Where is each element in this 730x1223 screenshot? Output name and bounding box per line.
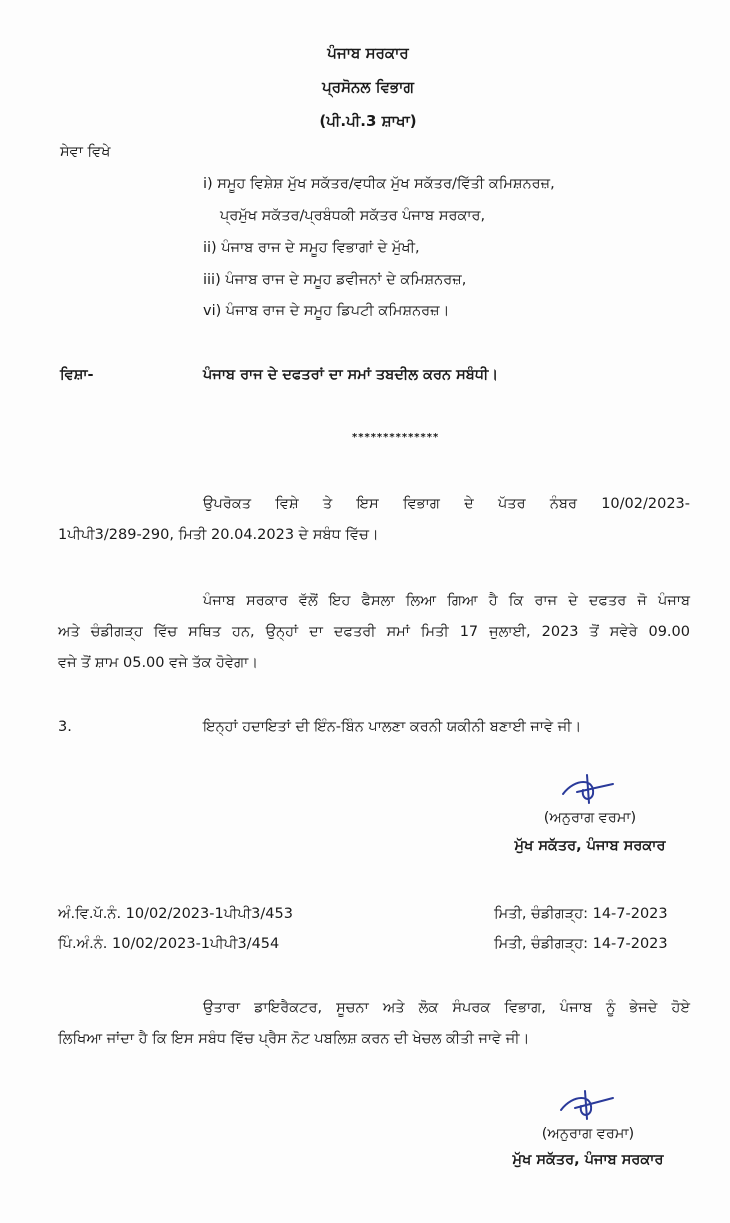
addressee-item: ਪ੍ਰਮੁੱਖ ਸਕੱਤਰ/ਪ੍ਰਬੰਧਕੀ ਸਕੱਤਰ ਪੰਜਾਬ ਸਰਕਾਰ, bbox=[220, 208, 486, 224]
signatory-title: ਮੁੱਖ ਸਕੱਤਰ, ਪੰਜਾਬ ਸਰਕਾਰ bbox=[514, 838, 666, 854]
addressee-label: ਸੇਵਾ ਵਿਖੇ bbox=[60, 144, 111, 160]
signature-icon bbox=[553, 1088, 623, 1122]
signature-icon bbox=[555, 772, 625, 806]
subject-text: ਪੰਜਾਬ ਰਾਜ ਦੇ ਦਫਤਰਾਂ ਦਾ ਸਮਾਂ ਤਬਦੀਲ ਕਰਨ ਸਬੰਧੀ। bbox=[203, 367, 499, 383]
header-government: ਪੰਜਾਬ ਸਰਕਾਰ bbox=[327, 44, 409, 62]
copy-note-line: ਉਤਾਰਾ ਡਾਇਰੈਕਟਰ, ਸੂਚਨਾ ਅਤੇ ਲੋਕ ਸੰਪਰਕ ਵਿਭਾਗ, ਪੰਜਾਬ ਨੂੰ ਭੇਜਦੇ ਹੋਏ bbox=[203, 1000, 690, 1016]
endorsement-ref: ਪਿੰ.ਅੰ.ਨੰ. 10/02/2023-1ਪੀਪੀ3/454 bbox=[58, 936, 280, 952]
header-department: ਪ੍ਰਸੋਨਲ ਵਿਭਾਗ bbox=[322, 78, 414, 96]
paragraph-3-number: 3. bbox=[58, 719, 72, 735]
paragraph-2-line: ਅਤੇ ਚੰਡੀਗੜ੍ਹ ਵਿੱਚ ਸਥਿਤ ਹਨ, ਉਨ੍ਹਾਂ ਦਾ ਦਫਤਰੀ ਸਮਾਂ ਮਿਤੀ 17 ਜੁਲਾਈ, 2023 ਤੋਂ ਸਵੇਰੇ 09.00 bbox=[58, 624, 690, 640]
paragraph-1-line: ਉਪਰੋਕਤ ਵਿਸ਼ੇ ਤੇ ਇਸ ਵਿਭਾਗ ਦੇ ਪੱਤਰ ਨੰਬਰ 10/02/2023- bbox=[203, 496, 690, 512]
separator: ************** bbox=[352, 432, 440, 443]
signature-block bbox=[480, 772, 700, 854]
addressee-item: iii) ਪੰਜਾਬ ਰਾਜ ਦੇ ਸਮੂਹ ਡਵੀਜਨਾਂ ਦੇ ਕਮਿਸ਼ਨਰਜ਼, bbox=[203, 272, 467, 288]
addressee-item: i) ਸਮੂਹ ਵਿਸ਼ੇਸ਼ ਮੁੱਖ ਸਕੱਤਰ/ਵਧੀਕ ਮੁੱਖ ਸਕੱਤਰ/ਵਿੱਤੀ ਕਮਿਸ਼ਨਰਜ਼, bbox=[203, 176, 555, 192]
signatory-name: (ਅਨੁਰਾਗ ਵਰਮਾ) bbox=[543, 810, 637, 826]
endorsement-ref: ਅੰ.ਵਿ.ਪੱ.ਨੰ. 10/02/2023-1ਪੀਪੀ3/453 bbox=[58, 906, 293, 922]
paragraph-3-text: ਇਨ੍ਹਾਂ ਹਦਾਇਤਾਂ ਦੀ ਇੰਨ-ਬਿੰਨ ਪਾਲਣਾ ਕਰਨੀ ਯਕੀਨੀ ਬਣਾਈ ਜਾਵੇ ਜੀ। bbox=[203, 719, 582, 735]
signature-block bbox=[478, 1088, 698, 1168]
endorsement-date: ਮਿਤੀ, ਚੰਡੀਗੜ੍ਹ: 14-7-2023 bbox=[494, 906, 668, 922]
addressee-item: vi) ਪੰਜਾਬ ਰਾਜ ਦੇ ਸਮੂਹ ਡਿਪਟੀ ਕਮਿਸ਼ਨਰਜ਼। bbox=[203, 303, 450, 319]
paragraph-2-line: ਪੰਜਾਬ ਸਰਕਾਰ ਵੱਲੋਂ ਇਹ ਫੈਸਲਾ ਲਿਆ ਗਿਆ ਹੈ ਕਿ ਰਾਜ ਦੇ ਦਫਤਰ ਜੋ ਪੰਜਾਬ bbox=[203, 593, 690, 609]
signatory-title: ਮੁੱਖ ਸਕੱਤਰ, ਪੰਜਾਬ ਸਰਕਾਰ bbox=[512, 1152, 664, 1168]
signatory-name: (ਅਨੁਰਾਗ ਵਰਮਾ) bbox=[541, 1126, 635, 1142]
copy-note-line: ਲਿਖਿਆ ਜਾਂਦਾ ਹੈ ਕਿ ਇਸ ਸਬੰਧ ਵਿੱਚ ਪ੍ਰੈਸ ਨੋਟ ਪਬਲਿਸ਼ ਕਰਨ ਦੀ ਖੇਚਲ ਕੀਤੀ ਜਾਵੇ ਜੀ। bbox=[58, 1031, 530, 1047]
header-branch: (ਪੀ.ਪੀ.3 ਸ਼ਾਖਾ) bbox=[319, 112, 417, 130]
endorsement-date: ਮਿਤੀ, ਚੰਡੀਗੜ੍ਹ: 14-7-2023 bbox=[494, 936, 668, 952]
subject-label: ਵਿਸ਼ਾ- bbox=[60, 367, 94, 383]
paragraph-1-line: 1ਪੀਪੀ3/289-290, ਮਿਤੀ 20.04.2023 ਦੇ ਸਬੰਧ ਵਿੱਚ। bbox=[58, 527, 379, 543]
paragraph-2-line: ਵਜੇ ਤੋਂ ਸ਼ਾਮ 05.00 ਵਜੇ ਤੱਕ ਹੋਵੇਗਾ। bbox=[58, 655, 259, 671]
addressee-item: ii) ਪੰਜਾਬ ਰਾਜ ਦੇ ਸਮੂਹ ਵਿਭਾਗਾਂ ਦੇ ਮੁੱਖੀ, bbox=[203, 240, 420, 256]
